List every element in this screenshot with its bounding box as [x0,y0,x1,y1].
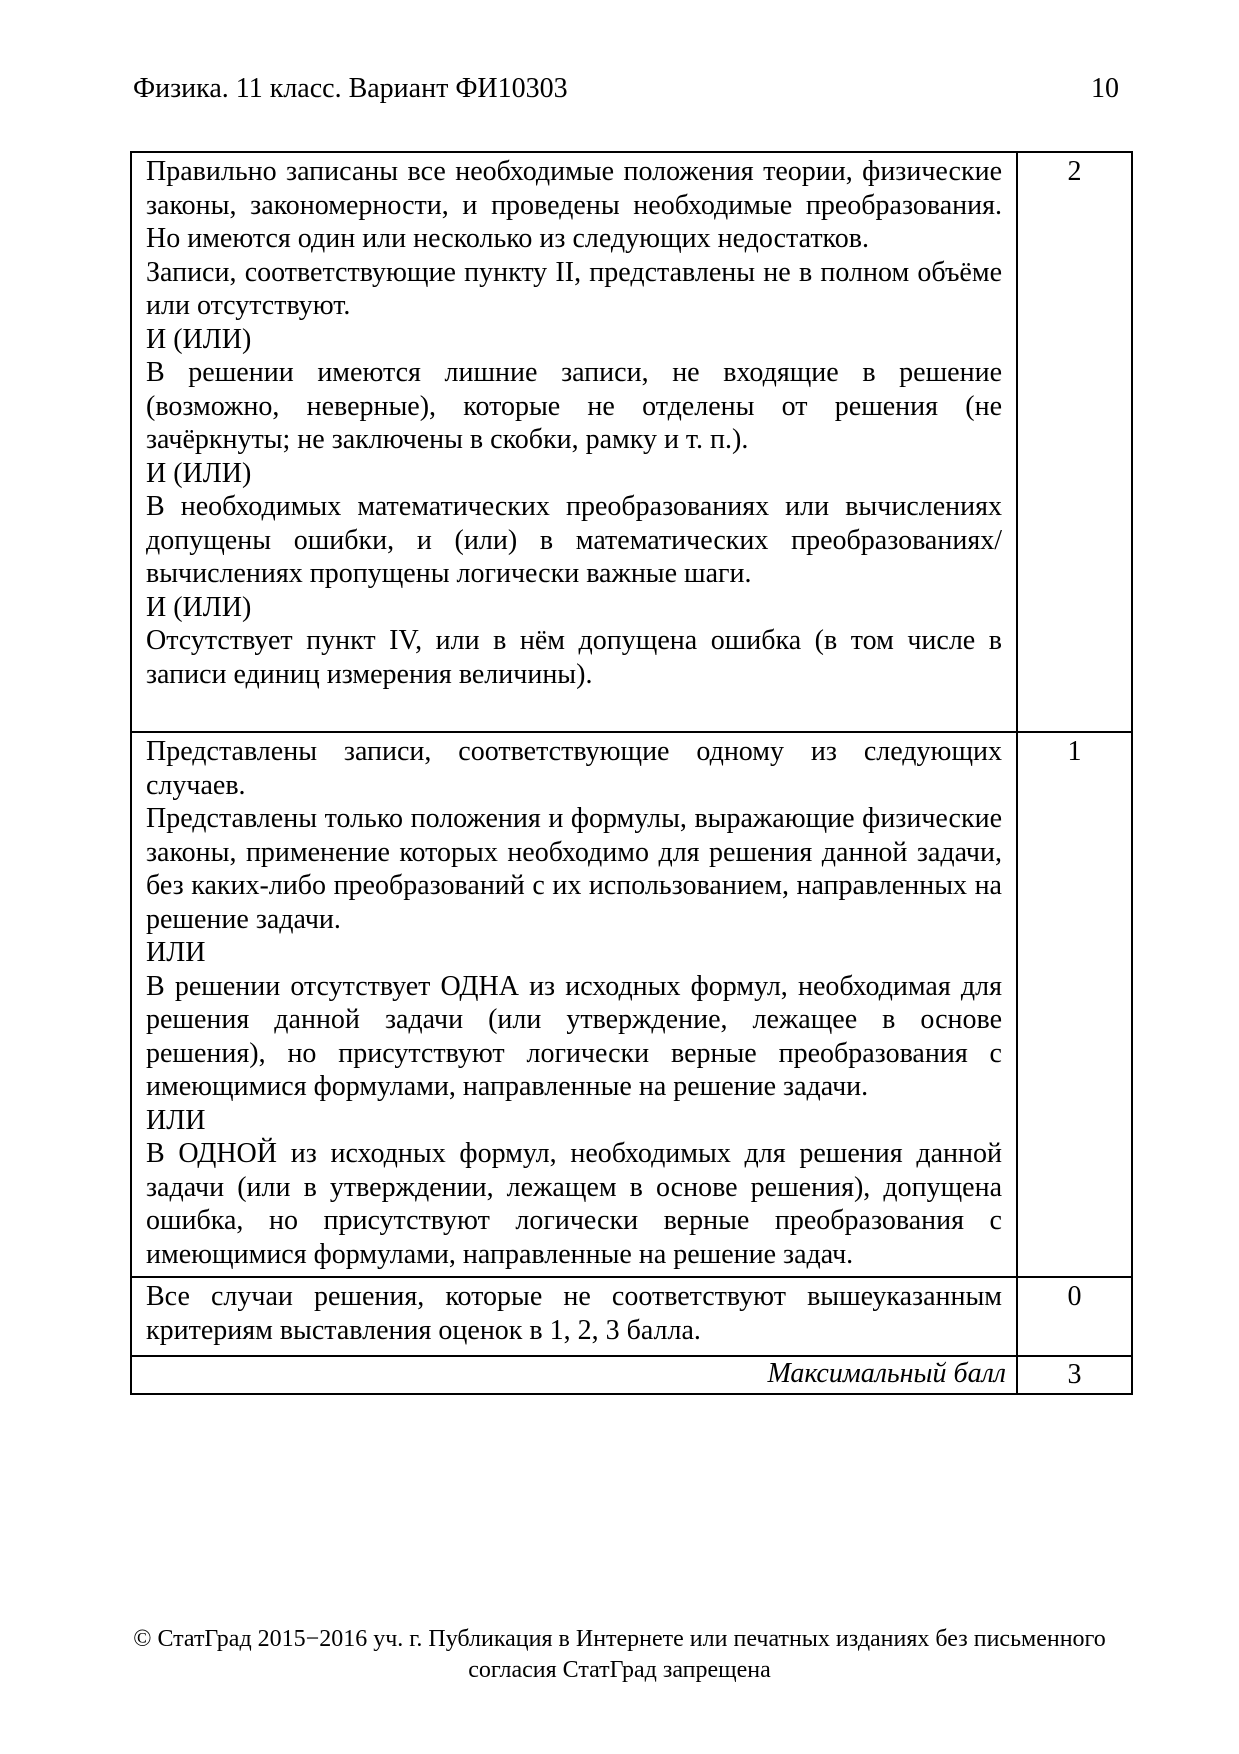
criteria-cell [131,732,1017,1277]
criteria-paragraph: ИЛИ [146,1104,206,1136]
criteria-paragraph: Представлены только положения и формулы, выражающие физические законы, применение которых необходимо для решения данной задачи, без каких-либо преобразований с их использованием, направленных на решение задачи. [146,803,1002,935]
criteria-paragraph: В решении отсутствует ОДНА из исходных формул, необходимая для решения данной задачи (или утверждение, лежащее в основе решения), но присутствуют логически верные преобразования с имеющимися формулами, направленные на решение задачи. [146,970,1002,1102]
criteria-paragraph: Отсутствует пункт IV, или в нём допущена ошибка (в том числе в записи единиц измерения величины). [146,625,1002,690]
score-cell: 0 [1017,1277,1132,1356]
footer-line-2: согласия СтатГрад запрещена [468,1657,771,1683]
score-cell: 1 [1017,732,1132,1277]
footer-line-1: © СтатГрад 2015−2016 уч. г. Публикация в Интернете или печатных изданиях без письменного [133,1626,1106,1652]
score-cell: 2 [1017,152,1132,732]
page-header [133,72,1133,106]
page-footer [0,1624,1239,1686]
header-title: Физика. 11 класс. Вариант ФИ10303 [133,73,568,104]
criteria-paragraph: И (ИЛИ) [146,323,252,355]
criteria-paragraph: В необходимых математических преобразованиях или вычислениях допущены ошибки, и (или) в математических преобразованиях/ вычислениях пропущены логически важные шаги. [146,491,1002,589]
criteria-row-score-1 [131,732,1132,1277]
criteria-cell [131,152,1017,732]
criteria-paragraph: Записи, соответствующие пункту II, представлены не в полном объёме или отсутствуют. [146,256,1002,321]
criteria-table [130,151,1133,1395]
criteria-paragraph: Все случаи решения, которые не соответствуют вышеуказанным критериям выставления оценок в 1, 2, 3 балла. [146,1281,1002,1346]
max-score-label: Максимальный балл [131,1356,1017,1394]
criteria-paragraph: Правильно записаны все необходимые положения теории, физические законы, закономерности, и проведены необходимые преобразования. Но имеются один или несколько из следующих недостатков. [146,156,1002,254]
criteria-paragraph: В ОДНОЙ из исходных формул, необходимых для решения данной задачи (или в утверждении, лежащем в основе решения), допущена ошибка, но присутствуют логически верные преобразования с имеющимися формулами, направленные на решение задач. [146,1138,1002,1270]
criteria-paragraph: И (ИЛИ) [146,591,252,623]
criteria-paragraph: Представлены записи, соответствующие одному из следующих случаев. [146,736,1002,801]
criteria-paragraph: В решении имеются лишние записи, не входящие в решение (возможно, неверные), которые не отделены от решения (не зачёркнуты; не заключены в скобки, рамку и т. п.). [146,357,1002,455]
max-score-row [131,1356,1132,1394]
criteria-row-score-0 [131,1277,1132,1356]
header-page-number: 10 [1091,73,1119,104]
criteria-paragraph: ИЛИ [146,937,206,968]
criteria-cell [131,1277,1017,1356]
criteria-row-score-2 [131,152,1132,732]
criteria-paragraph: И (ИЛИ) [146,457,252,489]
max-score-value: 3 [1017,1356,1132,1394]
